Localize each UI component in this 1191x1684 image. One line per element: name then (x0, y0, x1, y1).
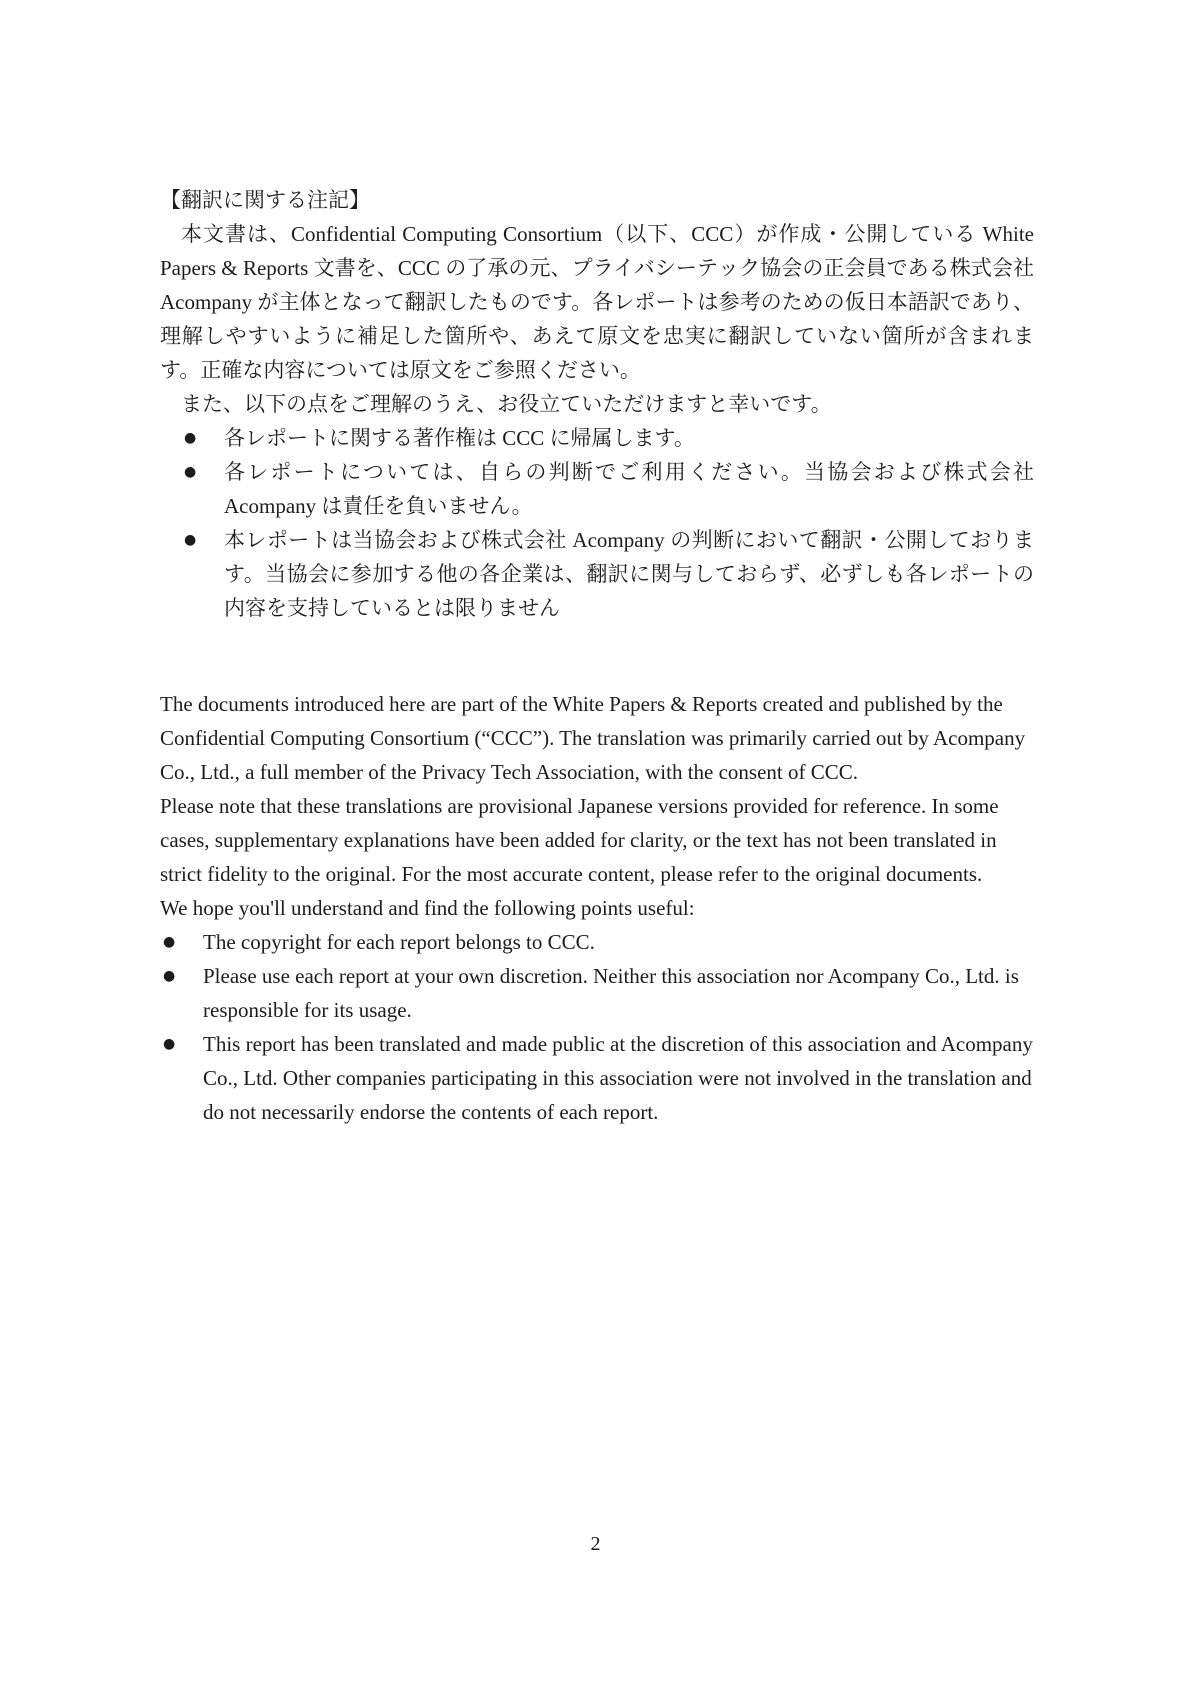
japanese-bullet-item (160, 455, 1034, 523)
bullet-icon: ● (184, 532, 197, 548)
bullet-text: The copyright for each report belongs to CCC. (203, 930, 595, 954)
bullet-text: This report has been translated and made public at the discretion of this association and Acompany Co., Ltd. Other companies participating in this association were not involved in the translation and do not necessarily endorse the contents of each report. (203, 1032, 1033, 1124)
japanese-translation-note-section (160, 183, 1034, 625)
japanese-paragraph-1: 本文書は、Confidential Computing Consortium（以下、CCC）が作成・公開している White Papers & Reports 文書を、CCC の了承の元、プライバシーテック協会の正会員である株式会社 Acompany が主体となって翻訳したものです。各レポートは参考のための仮日本語訳であり、理解しやすいように補足した箇所や、あえて原文を忠実に翻訳していない箇所が含まれます。正確な内容については原文をご参照ください。 (160, 222, 1034, 382)
bullet-text: 本レポートは当協会および株式会社 Acompany の判断において翻訳・公開しております。当協会に参加する他の各企業は、翻訳に関与しておらず、必ずしも各レポートの内容を支持しているとは限りません (224, 528, 1034, 620)
english-bullet-list (160, 925, 1034, 1129)
english-bullet-item (160, 1027, 1034, 1129)
english-paragraph-1: The documents introduced here are part of the White Papers & Reports created and published by the Confidential Computing Consortium (“CCC”). The translation was primarily carried out by Acompany Co., Ltd., a full member of the Privacy Tech Association, with the consent of CCC. (160, 692, 1026, 784)
bullet-icon: ● (184, 430, 197, 446)
japanese-heading: 【翻訳に関する注記】 (160, 188, 370, 212)
bullet-text: 各レポートについては、自らの判断でご利用ください。当協会および株式会社 Acompany は責任を負いません。 (224, 460, 1034, 518)
japanese-bullet-item (160, 421, 1034, 455)
english-translation-note-section (160, 687, 1034, 1129)
english-bullet-item (160, 925, 1034, 959)
english-bullet-item (160, 959, 1034, 1027)
bullet-icon: ● (163, 934, 176, 950)
english-paragraph-2: Please note that these translations are provisional Japanese versions provided for reference. In some cases, supplementary explanations have been added for clarity, or the text has not been translated in strict fidelity to the original. For the most accurate content, please refer to the original documents. (160, 794, 999, 886)
page-content (160, 183, 1034, 1129)
english-paragraph-3: We hope you'll understand and find the following points useful: (160, 896, 695, 920)
japanese-bullet-item (160, 523, 1034, 625)
japanese-bullet-list (160, 421, 1034, 625)
bullet-text: Please use each report at your own discretion. Neither this association nor Acompany Co., Ltd. is responsible for its usage. (203, 964, 1019, 1022)
bullet-text: 各レポートに関する著作権は CCC に帰属します。 (224, 426, 695, 450)
bullet-icon: ● (184, 464, 197, 480)
bullet-icon: ● (163, 968, 176, 984)
page-number: 2 (590, 1533, 601, 1555)
bullet-icon: ● (163, 1036, 176, 1052)
japanese-paragraph-2: また、以下の点をご理解のうえ、お役立ていただけますと幸いです。 (181, 392, 832, 416)
